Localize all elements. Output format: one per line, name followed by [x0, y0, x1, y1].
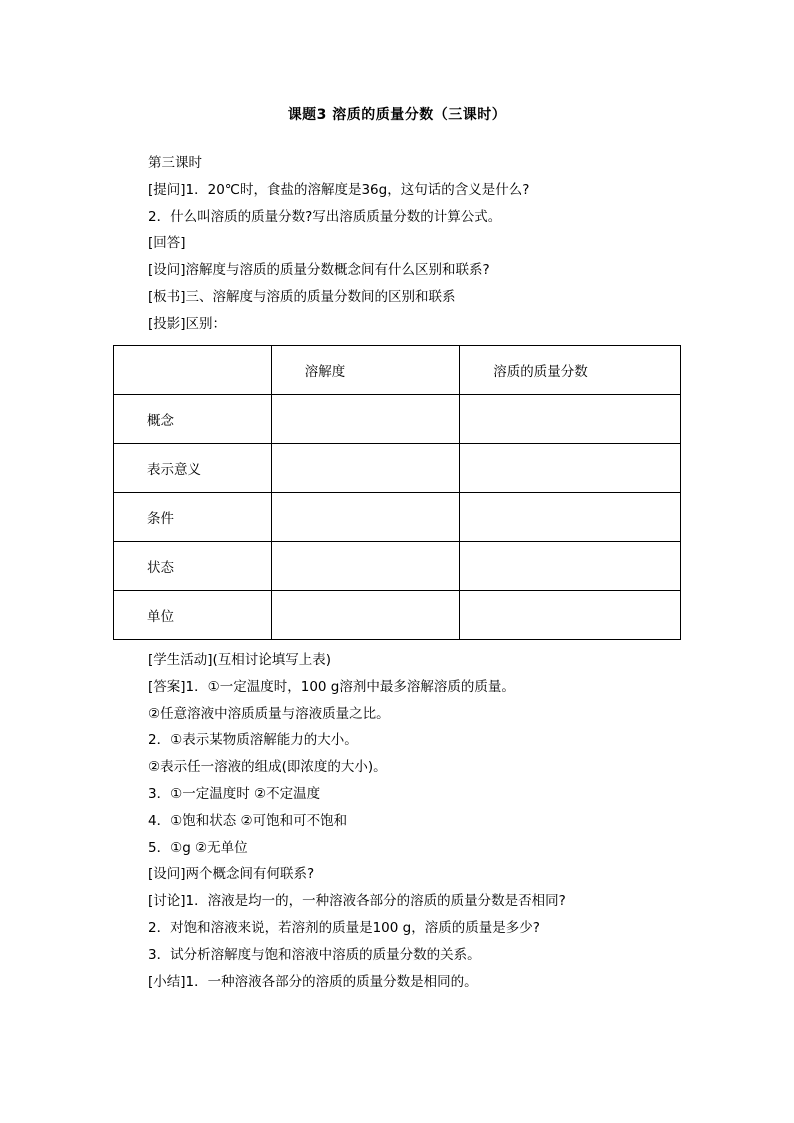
text-line: [答案]1．①一定温度时，100 g溶剂中最多溶解溶质的质量。 [148, 678, 515, 695]
text-line: ②表示任一溶液的组成(即浓度的大小)。 [148, 759, 387, 776]
table-cell [460, 542, 681, 591]
intro-section [148, 150, 708, 338]
table-header-cell [114, 346, 272, 395]
table-header-cell: 溶解度 [271, 346, 459, 395]
table-cell [460, 493, 681, 542]
table-cell [460, 395, 681, 444]
table-header-cell: 溶质的质量分数 [460, 346, 681, 395]
text-line: ②任意溶液中溶质质量与溶液质量之比。 [148, 705, 390, 722]
table-row [114, 591, 681, 640]
answer-section [148, 647, 708, 995]
text-line: [设问]两个概念间有何联系? [148, 866, 315, 883]
table-cell [271, 395, 459, 444]
text-line: 3．①一定温度时 ②不定温度 [148, 785, 321, 802]
text-line: [投影]区别： [148, 315, 227, 332]
text-line: [讨论]1．溶液是均一的，一种溶液各部分的溶质的质量分数是否相同? [148, 893, 566, 910]
table-header-row [114, 346, 681, 395]
text-line: [板书]三、溶解度与溶质的质量分数间的区别和联系 [148, 288, 456, 305]
table-cell [460, 591, 681, 640]
table-row-label: 概念 [114, 395, 272, 444]
text-line: 2．①表示某物质溶解能力的大小。 [148, 732, 358, 749]
text-line: 4．①饱和状态 ②可饱和可不饱和 [148, 812, 348, 829]
text-line: [提问]1．20℃时，食盐的溶解度是36g，这句话的含义是什么? [148, 181, 530, 198]
table-cell [271, 444, 459, 493]
text-line: [学生活动](互相讨论填写上表) [148, 652, 332, 668]
table-cell [271, 591, 459, 640]
table-row-label: 条件 [114, 493, 272, 542]
table-row-label: 状态 [114, 542, 272, 591]
table-row [114, 444, 681, 493]
text-line: [小结]1．一种溶液各部分的溶质的质量分数是相同的。 [148, 973, 478, 990]
table-row-label: 单位 [114, 591, 272, 640]
text-line: 第三课时 [148, 155, 202, 171]
text-line: [设问]溶解度与溶质的质量分数概念间有什么区别和联系? [148, 262, 490, 279]
table-cell [460, 444, 681, 493]
table-cell [271, 493, 459, 542]
text-line: 2．什么叫溶质的质量分数?写出溶质质量分数的计算公式。 [148, 208, 502, 225]
table-row [114, 395, 681, 444]
text-line: 3．试分析溶解度与饱和溶液中溶质的质量分数的关系。 [148, 946, 481, 963]
comparison-table [113, 345, 681, 640]
text-line: 5．①g ②无单位 [148, 839, 248, 856]
document-title: 课题3 溶质的质量分数（三课时） [287, 107, 507, 123]
text-line: 2．对饱和溶液来说，若溶剂的质量是100 g，溶质的质量是多少? [148, 919, 540, 936]
table-cell [271, 542, 459, 591]
table-row [114, 542, 681, 591]
text-line: [回答] [148, 235, 186, 252]
table-row-label: 表示意义 [114, 444, 272, 493]
table-row [114, 493, 681, 542]
